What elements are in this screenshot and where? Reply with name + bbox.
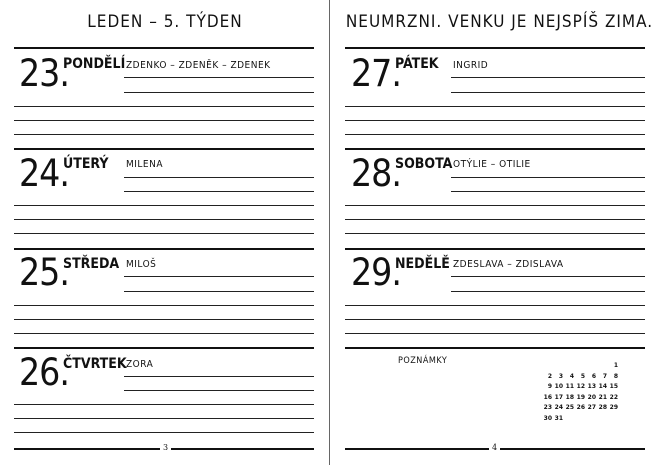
writing-line: [14, 333, 314, 334]
calendar-day: 30: [543, 414, 552, 422]
writing-line: [14, 106, 314, 107]
page-title: LEDEN – 5. TÝDEN: [87, 12, 243, 32]
writing-line: [124, 92, 314, 93]
page-number: 4: [489, 443, 500, 452]
writing-line: [451, 276, 645, 277]
calendar-day: 5: [580, 372, 585, 380]
writing-line: [345, 333, 645, 334]
name-day: ZORA: [126, 359, 154, 370]
writing-line: [124, 276, 314, 277]
writing-line: [14, 233, 314, 234]
day-divider: [14, 347, 314, 349]
calendar-day: [574, 415, 585, 426]
writing-line: [124, 376, 314, 377]
day-number: 29.: [351, 251, 401, 294]
calendar-day: 4: [569, 372, 574, 380]
calendar-day: 14: [598, 383, 607, 390]
calendar-day: 16: [543, 393, 552, 401]
page-title: NEUMRZNI. VENKU JE NEJSPÍŠ ZIMA.: [345, 12, 654, 32]
name-day: INGRID: [453, 60, 489, 71]
writing-line: [14, 305, 314, 306]
calendar-day: [574, 362, 585, 373]
calendar-day: 6: [591, 372, 596, 380]
writing-line: [124, 291, 314, 292]
day-name: NEDĚLĚ: [395, 256, 450, 272]
writing-line: [14, 432, 314, 433]
calendar-day: 15: [609, 383, 618, 390]
name-day: ZDENKO – ZDENĚK – ZDENEK: [126, 60, 271, 71]
name-day: ZDESLAVA – ZDISLAVA: [453, 259, 564, 270]
calendar-day: 21: [598, 393, 607, 401]
calendar-day: 13: [587, 383, 596, 390]
calendar-day: [552, 362, 563, 373]
day-divider: [345, 347, 645, 349]
calendar-day: [607, 415, 618, 426]
day-number: 25.: [19, 251, 69, 294]
writing-line: [14, 134, 314, 135]
day-name: PONDĚLÍ: [63, 56, 126, 72]
name-day: OTÝLIE – OTILIE: [453, 159, 531, 170]
day-name: STŘEDA: [63, 256, 120, 272]
writing-line: [14, 418, 314, 419]
calendar-day: 29: [609, 404, 618, 411]
calendar-day: [585, 415, 596, 426]
writing-line: [124, 390, 314, 391]
calendar-day: 2: [547, 372, 552, 380]
calendar-day: 12: [576, 383, 585, 390]
calendar-day: 20: [587, 393, 596, 401]
calendar-day: 28: [598, 404, 607, 411]
calendar-day: [563, 415, 574, 426]
calendar-day: 25: [565, 404, 574, 411]
writing-line: [345, 305, 645, 306]
calendar-week: [541, 362, 618, 373]
calendar-week: [541, 394, 618, 405]
writing-line: [345, 134, 645, 135]
day-name: PÁTEK: [395, 56, 439, 72]
writing-line: [451, 77, 645, 78]
calendar-day: [596, 415, 607, 426]
calendar-day: 9: [547, 383, 552, 390]
writing-line: [14, 404, 314, 405]
book-spine: [329, 0, 330, 465]
writing-line: [14, 319, 314, 320]
writing-line: [124, 77, 314, 78]
writing-line: [451, 177, 645, 178]
calendar-day: 8: [613, 372, 618, 380]
calendar-day: 17: [554, 393, 563, 401]
calendar-day: 18: [565, 393, 574, 401]
calendar-day: 27: [587, 404, 596, 411]
calendar-week: [541, 373, 618, 384]
day-divider: [345, 248, 645, 250]
writing-line: [451, 191, 645, 192]
writing-line: [124, 177, 314, 178]
writing-line: [14, 205, 314, 206]
mini-calendar: [541, 362, 618, 425]
calendar-day: 23: [543, 404, 552, 411]
writing-line: [345, 319, 645, 320]
calendar-day: 24: [554, 404, 563, 411]
calendar-day: 22: [609, 393, 618, 401]
title-underline: [345, 47, 645, 49]
name-day: MILOŠ: [126, 259, 157, 270]
calendar-day: 3: [558, 372, 563, 380]
calendar-day: [541, 362, 552, 373]
day-number: 24.: [19, 152, 69, 195]
calendar-day: 10: [554, 383, 563, 390]
calendar-day: [596, 362, 607, 373]
name-day: MILENA: [126, 159, 163, 170]
writing-line: [14, 219, 314, 220]
calendar-day: 1: [613, 362, 618, 369]
calendar-day: 11: [565, 383, 574, 390]
calendar-day: 31: [554, 414, 563, 422]
writing-line: [451, 92, 645, 93]
day-divider: [14, 248, 314, 250]
writing-line: [345, 219, 645, 220]
writing-line: [451, 291, 645, 292]
day-name: ÚTERÝ: [63, 156, 109, 172]
calendar-day: [585, 362, 596, 373]
day-name: SOBOTA: [395, 156, 453, 172]
day-number: 27.: [351, 52, 401, 95]
writing-line: [124, 191, 314, 192]
calendar-day: 19: [576, 393, 585, 401]
day-number: 28.: [351, 152, 401, 195]
writing-line: [14, 120, 314, 121]
day-number: 26.: [19, 351, 69, 394]
writing-line: [345, 233, 645, 234]
day-number: 23.: [19, 52, 69, 95]
day-divider: [14, 148, 314, 150]
writing-line: [345, 106, 645, 107]
title-underline: [14, 47, 314, 49]
day-divider: [345, 148, 645, 150]
calendar-day: [563, 362, 574, 373]
calendar-day: 7: [602, 372, 607, 380]
writing-line: [345, 205, 645, 206]
page-number: 3: [160, 443, 171, 452]
day-name: ČTVRTEK: [63, 356, 127, 372]
notes-label: POZNÁMKY: [398, 356, 448, 366]
calendar-day: 26: [576, 404, 585, 411]
calendar-week: [541, 415, 618, 426]
calendar-week: [541, 404, 618, 415]
calendar-week: [541, 383, 618, 394]
writing-line: [345, 120, 645, 121]
